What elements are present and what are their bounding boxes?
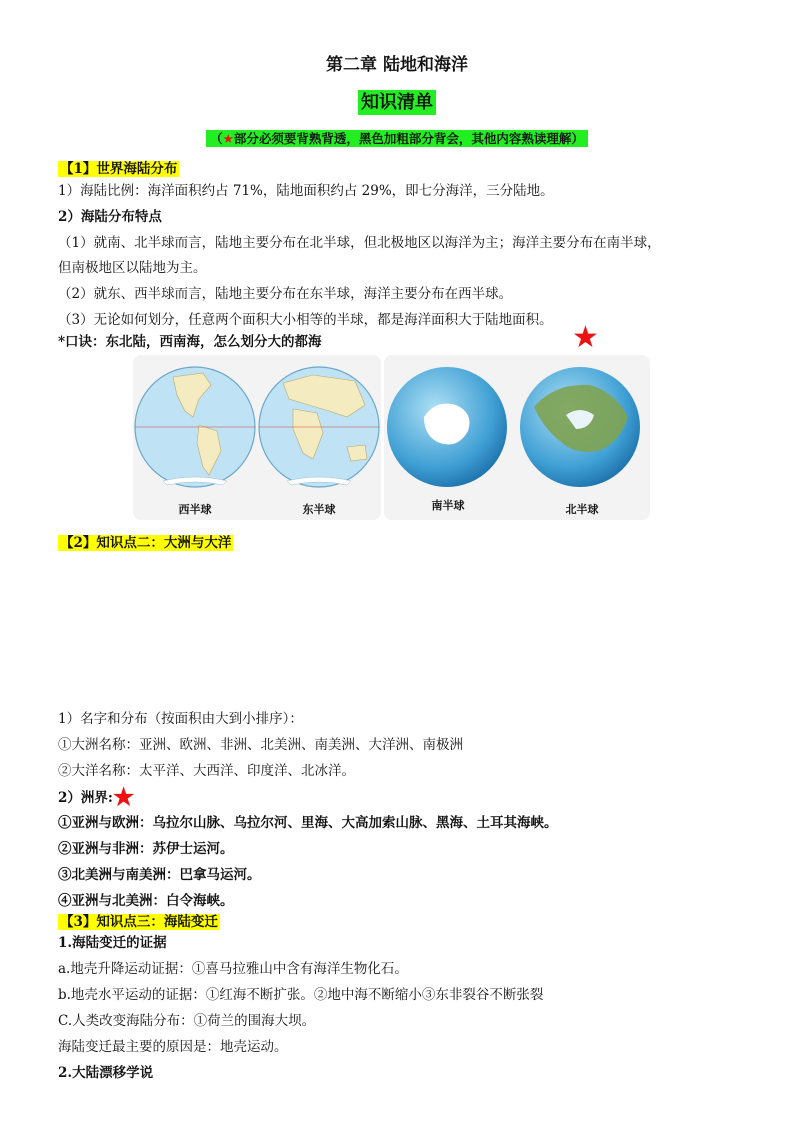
hemisphere-map-panel [133, 355, 381, 520]
section2-line3: ②大洋名称：太平洋、大西洋、印度洋、北冰洋。 [58, 763, 355, 779]
star-icon: ★ [572, 320, 599, 355]
section3-line1: 1.海陆变迁的证据 [58, 935, 167, 951]
section2-line5: ①亚洲与欧洲：乌拉尔山脉、乌拉尔河、里海、大高加索山脉、黑海、土耳其海峡。 [58, 815, 558, 831]
star-icon: ★ [222, 131, 234, 146]
east-hemisphere-caption: 东半球 [302, 503, 336, 516]
section3-line3: b.地壳水平运动的证据：①红海不断扩张。②地中海不断缩小③东非裂谷不断张裂 [58, 987, 544, 1003]
section1-mnemonic: *口诀：东北陆，西南海，怎么划分大的都海 [58, 334, 322, 350]
section1-line6: （3）无论如何划分，任意两个面积大小相等的半球，都是海洋面积大于陆地面积。 [58, 312, 553, 328]
section3-heading: 【3】知识点三：海陆变迁 [60, 914, 218, 930]
page-title: 第二章 陆地和海洋 [326, 55, 468, 75]
section1-line5: （2）就东、西半球而言，陆地主要分布在东半球，海洋主要分布在西半球。 [58, 286, 513, 302]
globe-images [384, 355, 650, 520]
north-globe-caption: 北半球 [565, 503, 599, 516]
section2-line4: 2）洲界: [58, 790, 113, 806]
hemisphere-map [133, 355, 381, 520]
section1-line3: （1）就南、北半球而言，陆地主要分布在北半球，但北极地区以海洋为主；海洋主要分布在南半球， [58, 235, 661, 251]
section2-line7: ③北美洲与南美洲：巴拿马运河。 [58, 867, 261, 883]
section3-line2: a.地壳升降运动证据：①喜马拉雅山中含有海洋生物化石。 [58, 961, 408, 977]
section3-line6: 2.大陆漂移学说 [58, 1065, 154, 1081]
south-globe-caption: 南半球 [431, 499, 465, 512]
section3-line4: C.人类改变海陆分布：①荷兰的围海大坝。 [58, 1013, 316, 1029]
globe-panel [384, 355, 650, 520]
notice-open: （ [210, 131, 223, 146]
section2-line8: ④亚洲与北美洲：白令海峡。 [58, 893, 234, 909]
page-subtitle: 知识清单 [358, 90, 436, 115]
section2-line2: ①大洲名称：亚洲、欧洲、非洲、北美洲、南美洲、大洋洲、南极洲 [58, 737, 463, 753]
section1-line1: 1）海陆比例：海洋面积约占 71%，陆地面积约占 29%，即七分海洋，三分陆地。 [58, 183, 554, 199]
star-icon: ★ [112, 782, 135, 811]
section2-line6: ②亚洲与非洲：苏伊士运河。 [58, 841, 234, 857]
section2-heading: 【2】知识点二：大洲与大洋 [60, 535, 232, 551]
notice-banner [206, 130, 588, 147]
west-hemisphere-caption: 西半球 [178, 503, 212, 516]
section2-line1: 1）名字和分布（按面积由大到小排序）： [58, 711, 303, 727]
section3-line5: 海陆变迁最主要的原因是：地壳运动。 [58, 1039, 288, 1055]
notice-text: 部分必须要背熟背透，黑色加粗部分背会，其他内容熟读理解） [233, 131, 584, 146]
subtitle-wrap [0, 88, 794, 114]
section1-line2: 2）海陆分布特点 [58, 209, 162, 225]
section1-line4: 但南极地区以陆地为主。 [58, 260, 207, 276]
notice-wrap [0, 128, 794, 147]
section1-heading: 【1】世界海陆分布 [60, 161, 178, 177]
